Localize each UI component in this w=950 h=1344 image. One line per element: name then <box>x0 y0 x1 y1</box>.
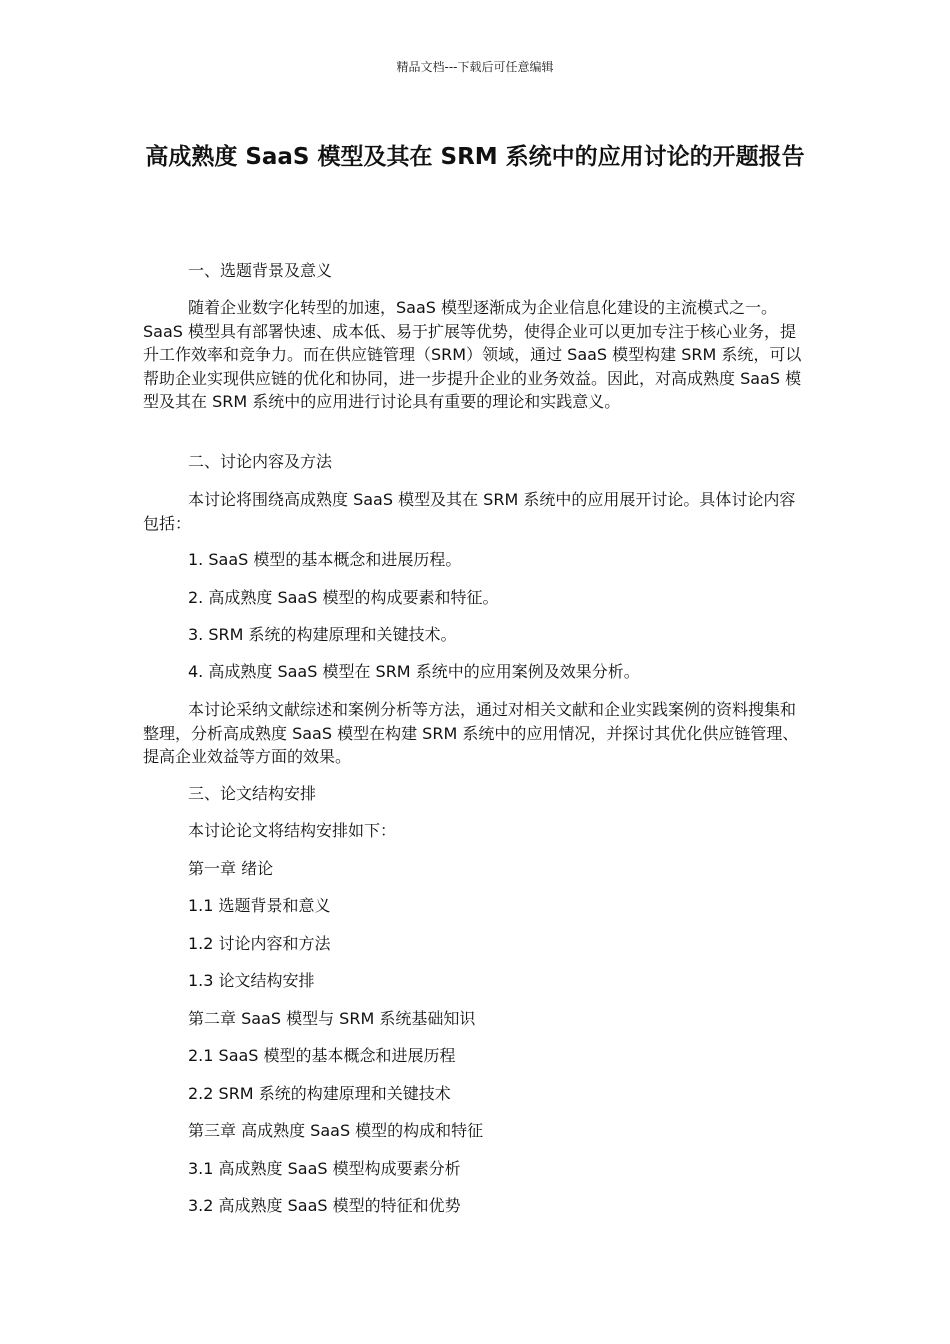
section-2-1: 2.1 SaaS 模型的基本概念和进展历程 <box>188 1046 456 1065</box>
section-2-heading: 二、讨论内容及方法 <box>188 452 333 471</box>
section-2-method: 本讨论采纳文献综述和案例分析等方法，通过对相关文献和企业实践案例的资料搜集和整理，分析高成熟度 SaaS 模型在构建 SRM 系统中的应用情况，并探讨其优化供应链管理、提高企业效益等方面的效果。 <box>143 700 799 766</box>
section-2-item-2: 2. 高成熟度 SaaS 模型的构成要素和特征。 <box>188 588 499 607</box>
document-title: 高成熟度 SaaS 模型及其在 SRM 系统中的应用讨论的开题报告 <box>145 144 805 170</box>
section-3-intro: 本讨论论文将结构安排如下： <box>188 821 397 840</box>
page-header: 精品文档---下载后可任意编辑 <box>396 60 554 74</box>
chapter-1: 第一章 绪论 <box>188 859 274 878</box>
section-1-paragraph: 随着企业数字化转型的加速，SaaS 模型逐渐成为企业信息化建设的主流模式之一。SaaS 模型具有部署快速、成本低、易于扩展等优势，使得企业可以更加专注于核心业务，提升工作效率和竞争力。而在供应链管理（SRM）领域，通过 SaaS 模型构建 SRM 系统，可以帮助企业实现供应链的优化和协同，进一步提升企业的业务效益。因此，对高成熟度 SaaS 模型及其在 SRM 系统中的应用进行讨论具有重要的理论和实践意义。 <box>143 298 802 411</box>
section-2-item-3: 3. SRM 系统的构建原理和关键技术。 <box>188 625 457 644</box>
chapter-3: 第三章 高成熟度 SaaS 模型的构成和特征 <box>188 1121 484 1140</box>
section-2-item-1: 1. SaaS 模型的基本概念和进展历程。 <box>188 550 462 569</box>
section-1-3: 1.3 论文结构安排 <box>188 971 315 990</box>
section-1-2: 1.2 讨论内容和方法 <box>188 934 331 953</box>
section-3-2: 3.2 高成熟度 SaaS 模型的特征和优势 <box>188 1196 461 1215</box>
section-2-2: 2.2 SRM 系统的构建原理和关键技术 <box>188 1084 451 1103</box>
chapter-2: 第二章 SaaS 模型与 SRM 系统基础知识 <box>188 1009 476 1028</box>
section-2-intro: 本讨论将围绕高成熟度 SaaS 模型及其在 SRM 系统中的应用展开讨论。具体讨论内容包括： <box>143 490 796 533</box>
section-3-1: 3.1 高成熟度 SaaS 模型构成要素分析 <box>188 1159 461 1178</box>
section-3-heading: 三、论文结构安排 <box>188 784 317 803</box>
section-1-1: 1.1 选题背景和意义 <box>188 896 331 915</box>
section-1-heading: 一、选题背景及意义 <box>188 261 333 280</box>
section-2-item-4: 4. 高成熟度 SaaS 模型在 SRM 系统中的应用案例及效果分析。 <box>188 662 640 681</box>
